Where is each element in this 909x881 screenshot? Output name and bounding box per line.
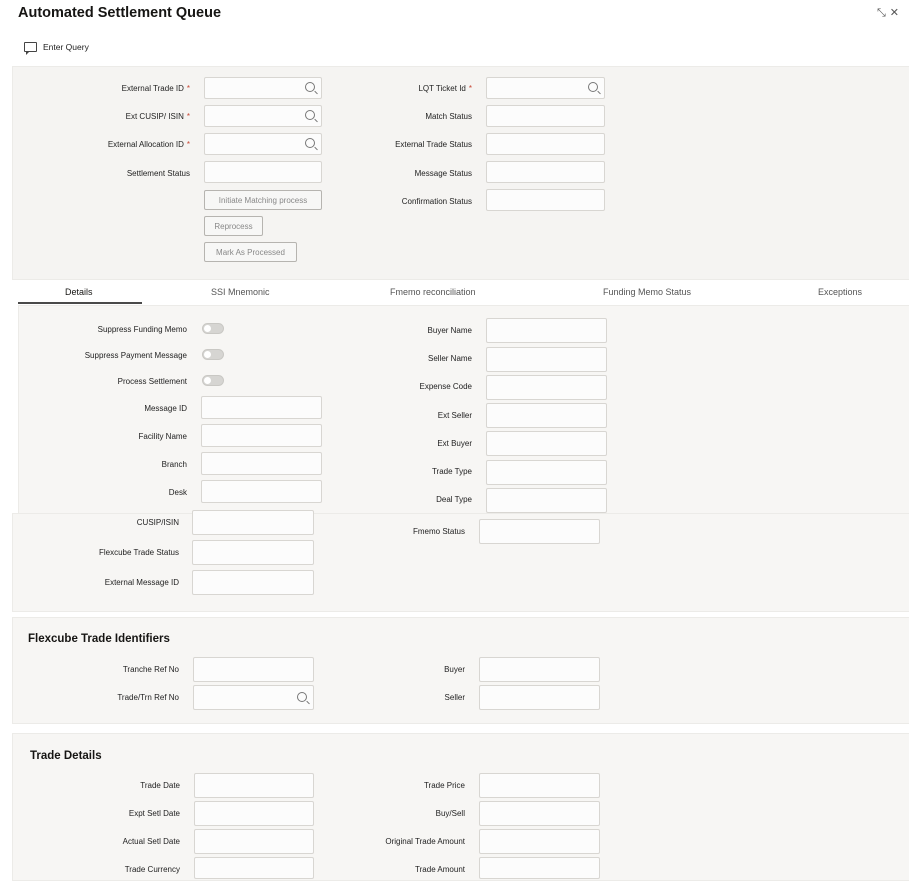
trade-price-input[interactable]: [479, 773, 600, 798]
external-message-id-input[interactable]: [192, 570, 314, 595]
external-trade-status-label: External Trade Status: [395, 140, 472, 149]
desk-label: Desk: [168, 488, 187, 497]
initiate-matching-button[interactable]: Initiate Matching process: [204, 190, 322, 210]
seller-name-input[interactable]: [486, 347, 607, 372]
fmemo-status-input[interactable]: [479, 519, 600, 544]
external-allocation-id-input[interactable]: [204, 133, 322, 155]
trade-date-input[interactable]: [194, 773, 314, 798]
trade-details-panel: [12, 733, 909, 881]
ext-seller-input[interactable]: [486, 403, 607, 428]
process-settlement-toggle[interactable]: [202, 375, 224, 386]
tab-details[interactable]: Details: [65, 287, 93, 297]
facility-name-input[interactable]: [201, 424, 322, 447]
lqt-ticket-id-input[interactable]: [486, 77, 605, 99]
expt-setl-date-input[interactable]: [194, 801, 314, 826]
ext-cusip-isin-input[interactable]: [204, 105, 322, 127]
tab-exceptions[interactable]: Exceptions: [818, 287, 863, 297]
trade-price-label: Trade Price: [423, 781, 465, 790]
buyer-label: Buyer: [444, 665, 465, 674]
suppress-funding-memo-label: Suppress Funding Memo: [97, 325, 187, 334]
tranche-ref-no-label: Tranche Ref No: [122, 665, 179, 674]
buyer-name-input[interactable]: [486, 318, 607, 343]
trade-type-label: Trade Type: [431, 467, 472, 476]
buyer-name-label: Buyer Name: [427, 326, 472, 335]
original-trade-amount-input[interactable]: [479, 829, 600, 854]
cusip-isin-input[interactable]: [192, 510, 314, 535]
active-tab-indicator: [18, 302, 142, 304]
enter-query-button[interactable]: [24, 42, 89, 52]
fmemo-status-label: Fmemo Status: [412, 527, 465, 536]
trade-trn-ref-no-input[interactable]: [193, 685, 314, 710]
branch-label: Branch: [161, 460, 187, 469]
message-status-input[interactable]: [486, 161, 605, 183]
buy-sell-input[interactable]: [479, 801, 600, 826]
enter-query-label: Enter Query: [43, 42, 89, 52]
expt-setl-date-label: Expt Setl Date: [128, 809, 180, 818]
trade-trn-ref-no-label: Trade/Trn Ref No: [117, 693, 179, 702]
cusip-isin-label: CUSIP/ISIN: [136, 518, 179, 527]
desk-input[interactable]: [201, 480, 322, 503]
expense-code-input[interactable]: [486, 375, 607, 400]
expense-code-label: Expense Code: [419, 382, 472, 391]
search-icon[interactable]: [305, 110, 315, 120]
reprocess-button[interactable]: Reprocess: [204, 216, 263, 236]
message-id-input[interactable]: [201, 396, 322, 419]
ext-buyer-input[interactable]: [486, 431, 607, 456]
buyer-input[interactable]: [479, 657, 600, 682]
maximize-icon[interactable]: ⤡: [876, 7, 890, 19]
suppress-payment-message-label: Suppress Payment Message: [84, 351, 187, 360]
seller-input[interactable]: [479, 685, 600, 710]
tab-ssi-mnemonic[interactable]: SSI Mnemonic: [211, 287, 270, 297]
ext-cusip-isin-label: Ext CUSIP/ ISIN *: [125, 112, 190, 121]
deal-type-input[interactable]: [486, 488, 607, 513]
external-trade-id-input[interactable]: [204, 77, 322, 99]
external-trade-status-input[interactable]: [486, 133, 605, 155]
trade-currency-input[interactable]: [194, 857, 314, 879]
close-icon[interactable]: ✕: [889, 7, 903, 19]
trade-currency-label: Trade Currency: [124, 865, 180, 874]
external-message-id-label: External Message ID: [104, 578, 179, 587]
settlement-status-label: Settlement Status: [126, 169, 190, 178]
trade-amount-label: Trade Amount: [415, 865, 465, 874]
flexcube-trade-status-label: Flexcube Trade Status: [98, 548, 179, 557]
match-status-input[interactable]: [486, 105, 605, 127]
flexcube-trade-status-input[interactable]: [192, 540, 314, 565]
message-status-label: Message Status: [414, 169, 472, 178]
process-settlement-label: Process Settlement: [117, 377, 187, 386]
actual-setl-date-label: Actual Setl Date: [122, 837, 180, 846]
settlement-status-input[interactable]: [204, 161, 322, 183]
seller-name-label: Seller Name: [427, 354, 472, 363]
facility-name-label: Facility Name: [138, 432, 187, 441]
trade-details-title: Trade Details: [30, 750, 102, 762]
window-controls: [877, 6, 903, 20]
search-icon[interactable]: [305, 138, 315, 148]
buy-sell-label: Buy/Sell: [435, 809, 465, 818]
external-allocation-id-label: External Allocation ID *: [107, 140, 190, 149]
suppress-funding-memo-toggle[interactable]: [202, 323, 224, 334]
confirmation-status-label: Confirmation Status: [401, 197, 472, 206]
flexcube-identifiers-title: Flexcube Trade Identifiers: [28, 633, 170, 645]
actual-setl-date-input[interactable]: [194, 829, 314, 854]
match-status-label: Match Status: [425, 112, 472, 121]
ext-buyer-label: Ext Buyer: [437, 439, 472, 448]
trade-amount-input[interactable]: [479, 857, 600, 879]
mark-as-processed-button[interactable]: Mark As Processed: [204, 242, 297, 262]
tranche-ref-no-input[interactable]: [193, 657, 314, 682]
deal-type-label: Deal Type: [436, 495, 472, 504]
trade-type-input[interactable]: [486, 460, 607, 485]
search-icon[interactable]: [305, 82, 315, 92]
external-trade-id-label: External Trade ID *: [121, 84, 190, 93]
lqt-ticket-id-label: LQT Ticket Id *: [418, 84, 472, 93]
page-title: Automated Settlement Queue: [18, 5, 222, 21]
ext-seller-label: Ext Seller: [437, 411, 472, 420]
tab-funding-memo-status[interactable]: Funding Memo Status: [603, 287, 692, 297]
tab-fmemo-reconciliation[interactable]: Fmemo reconciliation: [390, 287, 476, 297]
trade-date-label: Trade Date: [140, 781, 180, 790]
message-id-label: Message ID: [144, 404, 187, 413]
suppress-payment-message-toggle[interactable]: [202, 349, 224, 360]
confirmation-status-input[interactable]: [486, 189, 605, 211]
seller-label: Seller: [444, 693, 465, 702]
search-icon[interactable]: [588, 82, 598, 92]
branch-input[interactable]: [201, 452, 322, 475]
original-trade-amount-label: Original Trade Amount: [385, 837, 465, 846]
search-icon[interactable]: [297, 692, 307, 702]
enter-query-icon: [24, 42, 37, 52]
